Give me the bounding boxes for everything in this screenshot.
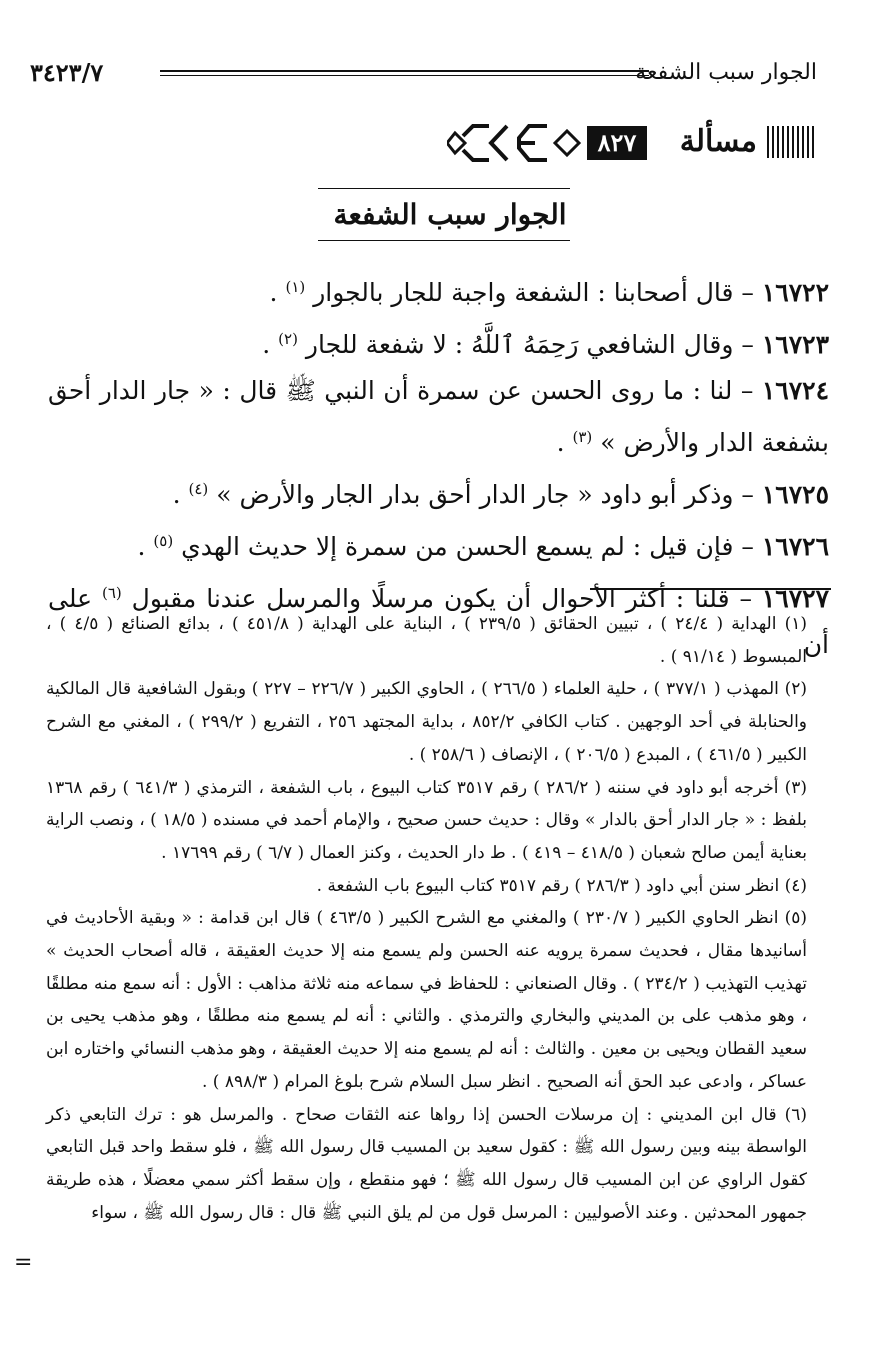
footnote: (٣) أخرجه أبو داود في سننه ( ٢٨٦/٢ ) رقم ٣٥١٧ كتاب البيوع ، باب الشفعة ، الترمذي ( ٦٤١/٣ ) رقم ١٣٦٨ بلفظ : « جار الدار أحق بالدار » وقال : حديث حسن صحيح ، والإمام أحمد في مسنده ( ١٨/٥ ) ، ونصب الراية بعناية أيمن صالح شعبان ( ٤١٨/٥ – ٤١٩ ) . ط دار الحديث ، وكنز العمال ( ٦/٧ ) رقم ١٧٦٩٩ . bbox=[46, 777, 807, 863]
section-title-box bbox=[300, 188, 600, 246]
paragraph bbox=[48, 264, 829, 316]
paragraph bbox=[48, 368, 829, 466]
paragraph bbox=[48, 466, 829, 518]
footnote-ref: (٢) bbox=[278, 330, 298, 348]
paragraph-number: ١٦٧٢٤ bbox=[761, 376, 829, 405]
paragraph-number: ١٦٧٢٦ bbox=[761, 532, 829, 561]
footnote-ref: (١) bbox=[285, 278, 306, 296]
footnote-ref: (٥) bbox=[153, 532, 174, 550]
footnote-ref: (٤) bbox=[188, 480, 209, 498]
title-rule-top bbox=[318, 188, 570, 189]
page-number: ٣٤٢٣/٧ bbox=[30, 58, 104, 87]
footnote-ref: (٣) bbox=[572, 428, 593, 446]
masala-label: مسألة bbox=[679, 124, 757, 159]
paragraph-tail: . bbox=[556, 428, 565, 457]
footnote: (٤) انظر سنن أبي داود ( ٢٨٦/٣ ) رقم ٣٥١٧ كتاب البيوع باب الشفعة . bbox=[316, 875, 807, 896]
paragraph-tail: . bbox=[262, 330, 271, 359]
paragraph-number: ١٦٧٢٣ bbox=[761, 330, 829, 359]
header-rule bbox=[160, 70, 649, 76]
paragraph bbox=[48, 316, 829, 368]
footnotes bbox=[46, 608, 807, 1229]
section-title: الجوار سبب الشفعة bbox=[333, 198, 567, 231]
paragraph-tail: . bbox=[172, 480, 181, 509]
paragraph bbox=[48, 518, 829, 570]
paragraph-tail: على أن bbox=[48, 584, 829, 659]
paragraph-number: ١٦٧٢٧ bbox=[761, 584, 830, 613]
running-title: الجوار سبب الشفعة bbox=[635, 60, 817, 85]
paragraph-text: – قلنا : أكثر الأحوال أن يكون مرسلًا والمرسل عندنا مقبول bbox=[131, 584, 752, 613]
footnote: (٦) قال ابن المديني : إن مرسلات الحسن إذا رواها عنه الثقات صحاح . والمرسل هو : ترك التابعي ذكر الواسطة بينه وبين رسول الله ﷺ : كقول سعيد بن المسيب قال رسول الله ﷺ ، فلو سقط واحد قبل التابعي كقول الراوي عن ابن المسيب قال رسول الله ﷺ ؛ فهو منقطع ، وإن سقط أكثر سمي معضلًا ، هذه طريقة جمهور المحدثين . وعند الأصوليين : المرسل قول من لم يلق النبي ﷺ قال : قال رسول الله ﷺ ، سواء bbox=[46, 1104, 807, 1223]
title-rule-bottom bbox=[318, 240, 570, 241]
running-header bbox=[30, 58, 817, 94]
paragraph-text: – وذكر أبو داود « جار الدار أحق بدار الجار والأرض » bbox=[216, 480, 754, 509]
footnote-separator bbox=[590, 588, 831, 590]
geometric-ornament-icon bbox=[447, 118, 587, 168]
paragraph-text: – وقال الشافعي رَحِمَهُ ٱللَّهُ : لا شفعة للجار bbox=[305, 330, 754, 359]
masala-number: ٨٢٧ bbox=[587, 126, 647, 160]
paragraph-text: – قال أصحابنا : الشفعة واجبة للجار بالجوار bbox=[313, 278, 754, 307]
footnote: (١) الهداية ( ٢٤/٤ ) ، تبيين الحقائق ( ٢٣٩/٥ ) ، البناية على الهداية ( ٤٥١/٨ ) ، بدائع الصنائع ( ٤/٥ ) ، المبسوط ( ٩١/١٤ ) . bbox=[46, 614, 807, 667]
paragraph-number: ١٦٧٢٢ bbox=[761, 278, 829, 307]
paragraph-tail: . bbox=[269, 278, 278, 307]
continuation-mark: = bbox=[14, 1250, 33, 1275]
paragraph-text: – لنا : ما روى الحسن عن سمرة أن النبي ﷺ قال : « جار الدار أحق بشفعة الدار والأرض » bbox=[48, 376, 829, 457]
footnote-ref: (٦) bbox=[101, 584, 122, 602]
paragraph-text: – فإن قيل : لم يسمع الحسن من سمرة إلا حديث الهدي bbox=[181, 532, 754, 561]
paragraph-number: ١٦٧٢٥ bbox=[761, 480, 829, 509]
footnote: (٥) انظر الحاوي الكبير ( ٢٣٠/٧ ) والمغني مع الشرح الكبير ( ٤٦٣/٥ ) قال ابن قدامة : « وبقية الأحاديث في أسانيدها مقال ، فحديث سمرة يرويه عنه الحسن ولم يسمع منه إلا حديث العقيقة ، قاله أصحاب الحديث » تهذيب التهذيب ( ٢٣٤/٢ ) . وقال الصنعاني : للحفاظ في سماعه منه ثلاثة مذاهب : الأول : أنه سمع منه مطلقًا ، وهو مذهب على بن المديني والبخاري والترمذي . والثاني : أنه لم يسمع منه مطلقًا ، وهو مذهب يحيى بن سعيد القطان ويحيى بن معين . والثالث : أنه لم يسمع منه إلا حديث العقيقة ، وهو مذهب النسائي واختاره ابن عساكر ، وادعى عبد الحق أنه الصحيح . انظر سبل السلام شرح بلوغ المرام ( ٨٩٨/٣ ) . bbox=[46, 908, 807, 1092]
footnote: (٢) المهذب ( ٣٧٧/١ ) ، حلية العلماء ( ٢٦٦/٥ ) ، الحاوي الكبير ( ٢٢٦/٧ – ٢٢٧ ) وبقول الشافعية قال المالكية والحنابلة في أحد الوجهين . كتاب الكافي ٨٥٢/٢ ، بداية المجتهد ٢٥٦ ، التفريع ( ٢٩٩/٢ ) ، المغني مع الشرح الكبير ( ٤٦١/٥ ) ، المبدع ( ٢٠٦/٥ ) ، الإنصاف ( ٢٥٨/٦ ) . bbox=[46, 679, 808, 765]
barcode-ornament bbox=[767, 126, 817, 158]
masala-banner bbox=[447, 118, 817, 168]
paragraph-tail: . bbox=[137, 532, 146, 561]
